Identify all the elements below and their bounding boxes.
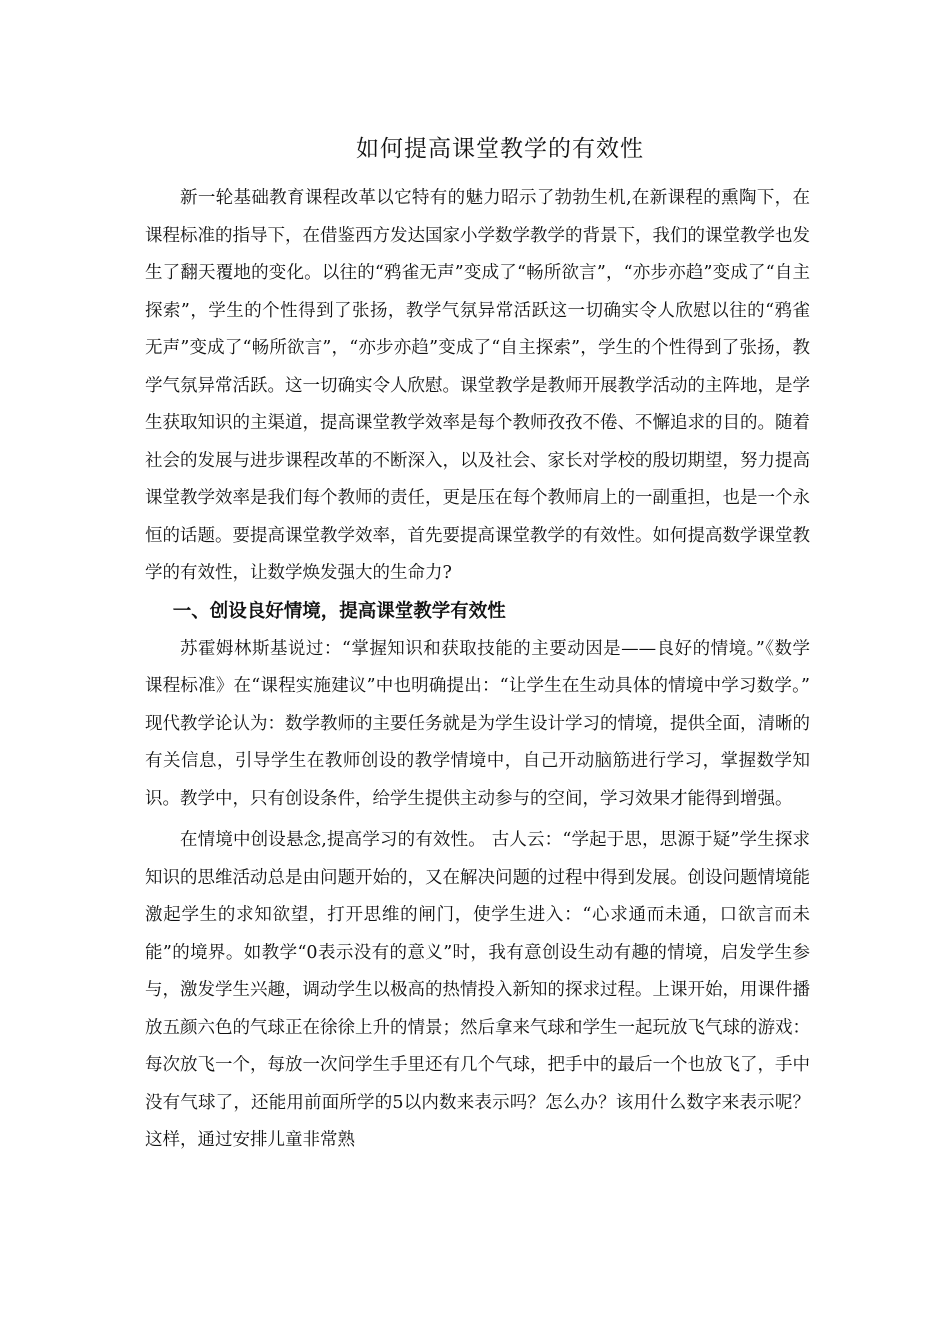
section-heading: 一、创设良好情境，提高课堂教学有效性 bbox=[172, 600, 506, 622]
document-title: 如何提高课堂教学的有效性 bbox=[356, 136, 644, 162]
section-paragraph-1: 苏霍姆林斯基说过：“掌握知识和获取技能的主要动因是——良好的情境。”《数学课程标准》在“课程实施建议”中也明确提出：“让学生在生动具体的情境中学习数学。” 现代教学论认为：数学教师的主要任务就是为学生设计学习的情境，提供全面，清晰的有关信息，引导学生在教师创设的教学情境中，自己开动脑筋进行学习，掌握数学知识。教学中，只有创设条件，给学生提供主动参与的空间，学习效果才能得到增强。 bbox=[145, 638, 810, 809]
document-body bbox=[145, 180, 810, 1160]
section-paragraph-2: 在情境中创设悬念,提高学习的有效性。 古人云：“学起于思，思源于疑”学生探求知识的思维活动总是由问题开始的，又在解决问题的过程中得到发展。创设问题情境能激起学生的求知欲望，打开思维的闸门，使学生进入：“心求通而未通，口欲言而未能”的境界。如教学“0表示没有的意义”时，我有意创设生动有趣的情境，启发学生参与，激发学生兴趣，调动学生以极高的热情投入新知的探求过程。上课开始，用课件播放五颜六色的气球正在徐徐上升的情景；然后拿来气球和学生一起玩放飞气球的游戏：每次放飞一个，每放一次问学生手里还有几个气球，把手中的最后一个也放飞了，手中没有气球了，还能用前面所学的5以内数来表示吗？怎么办？该用什么数字来表示呢？这样，通过安排儿童非常熟 bbox=[145, 830, 810, 1150]
intro-paragraph: 新一轮基础教育课程改革以它特有的魅力昭示了勃勃生机,在新课程的熏陶下，在课程标准的指导下，在借鉴西方发达国家小学数学教学的背景下，我们的课堂教学也发生了翻天覆地的变化。以往的“鸦雀无声”变成了“畅所欲言”，“亦步亦趋”变成了“自主探索”，学生的个性得到了张扬，教学气氛异常活跃这一切确实令人欣慰以往的“鸦雀无声”变成了“畅所欲言”，“亦步亦趋”变成了“自主探索”，学生的个性得到了张扬，教学气氛异常活跃。这一切确实令人欣慰。课堂教学是教师开展教学活动的主阵地，是学生获取知识的主渠道，提高课堂教学效率是每个教师孜孜不倦、不懈追求的目的。随着社会的发展与进步课程改革的不断深入，以及社会、家长对学校的殷切期望，努力提高课堂教学效率是我们每个教师的责任，更是压在每个教师肩上的一副重担，也是一个永恒的话题。要提高课堂教学效率，首先要提高课堂教学的有效性。如何提高数学课堂教学的有效性，让数学焕发强大的生命力? bbox=[145, 188, 810, 583]
